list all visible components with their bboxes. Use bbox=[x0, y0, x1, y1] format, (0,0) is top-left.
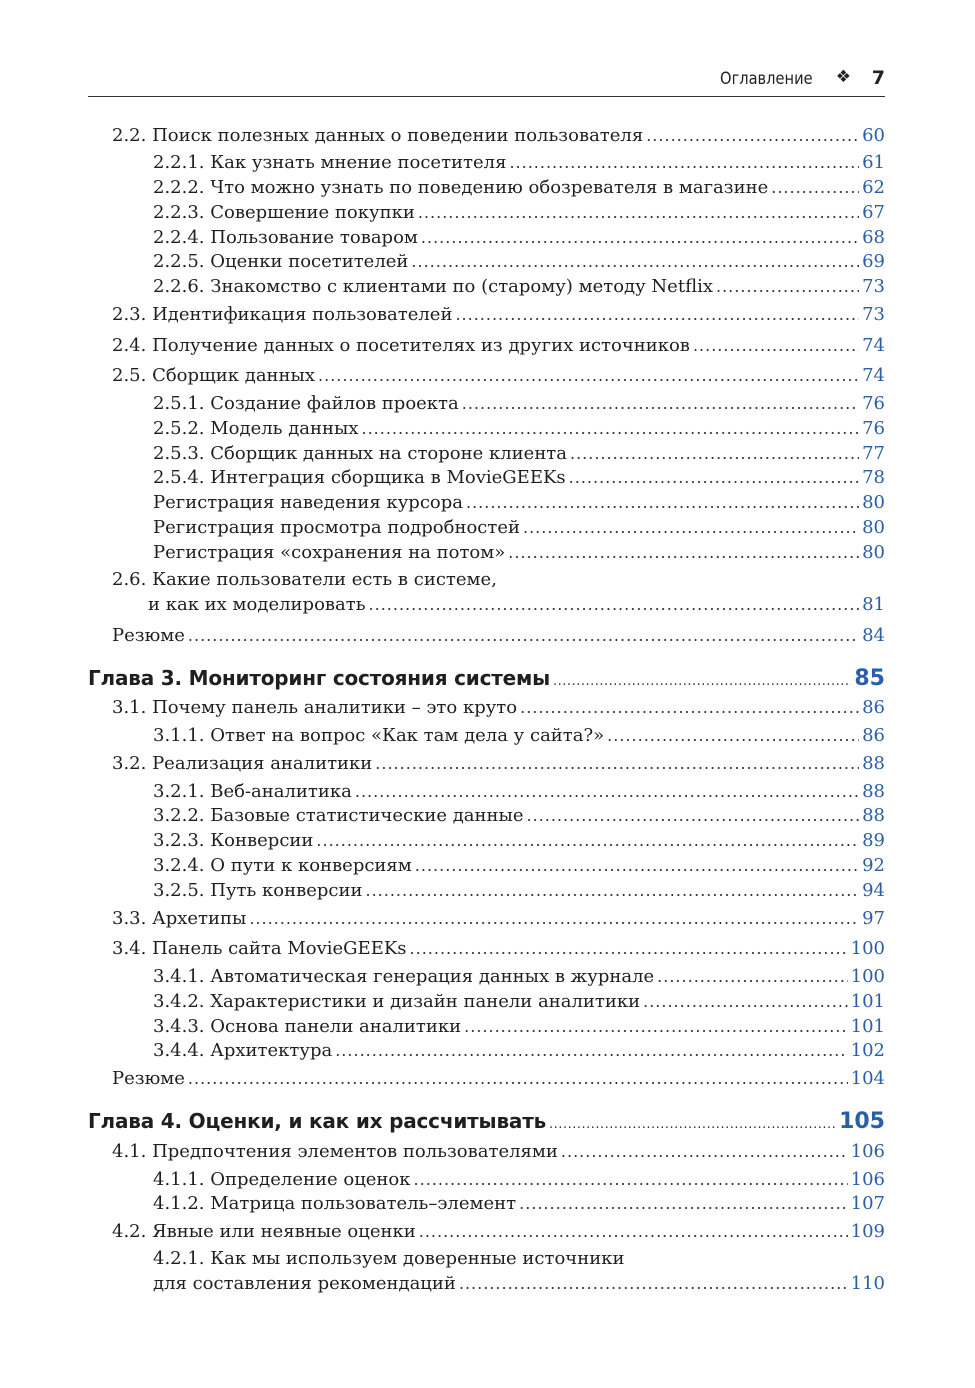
toc-chapter-title: Глава 4. Оценки, и как их рассчитывать bbox=[88, 1109, 547, 1133]
toc-entry-title: 3.2.1. Веб-аналитика bbox=[153, 781, 352, 802]
toc-entry[interactable] bbox=[112, 124, 885, 148]
toc-entry[interactable] bbox=[153, 1015, 885, 1039]
toc-entry[interactable] bbox=[112, 696, 885, 720]
toc-entry-title: 2.2.4. Пользование товаром bbox=[153, 227, 418, 248]
toc-entry-title: 2.5. Сборщик данных bbox=[112, 365, 316, 386]
toc-entry[interactable] bbox=[153, 466, 885, 490]
toc-entry-title: Регистрация просмотра подробностей bbox=[153, 517, 520, 538]
leader-dots bbox=[365, 879, 859, 903]
leader-dots bbox=[643, 990, 848, 1014]
toc-entry-title: 2.2.1. Как узнать мнение посетителя bbox=[153, 152, 507, 173]
toc-entry-page: 80 bbox=[862, 542, 885, 563]
toc-entry-page: 74 bbox=[862, 365, 885, 386]
toc-entry-title-first-line[interactable]: 2.6. Какие пользователи есть в системе, bbox=[112, 569, 497, 590]
toc-entry[interactable] bbox=[112, 1067, 885, 1091]
leader-dots bbox=[523, 516, 859, 540]
leader-dots bbox=[646, 124, 859, 148]
toc-entry-page: 88 bbox=[862, 753, 885, 774]
toc-entry-title: 3.1. Почему панель аналитики – это круто bbox=[112, 697, 518, 718]
toc-entry[interactable] bbox=[153, 392, 885, 416]
toc-entry[interactable] bbox=[153, 226, 885, 250]
running-header bbox=[88, 66, 885, 97]
toc-entry-title: 2.2.5. Оценки посетителей bbox=[153, 251, 409, 272]
toc-entry-page: 100 bbox=[850, 938, 885, 959]
toc-entry-title: для составления рекомендаций bbox=[153, 1273, 456, 1294]
toc-entry[interactable] bbox=[112, 1220, 885, 1244]
toc-entry[interactable] bbox=[148, 593, 885, 617]
leader-dots bbox=[459, 1272, 848, 1296]
toc-entry-title: 2.2.2. Что можно узнать по поведению обозревателя в магазине bbox=[153, 177, 769, 198]
toc-entry-page: 101 bbox=[850, 1016, 885, 1037]
toc-entry-title: 2.5.4. Интеграция сборщика в MovieGEEKs bbox=[153, 467, 566, 488]
toc-entry[interactable] bbox=[153, 151, 885, 175]
toc-entry[interactable] bbox=[153, 250, 885, 274]
toc-entry-page: 74 bbox=[862, 335, 885, 356]
leader-dots bbox=[411, 250, 859, 274]
toc-entry[interactable] bbox=[112, 752, 885, 776]
toc-entry-title: 3.2.2. Базовые статистические данные bbox=[153, 805, 524, 826]
leader-dots bbox=[362, 417, 860, 441]
toc-entry[interactable] bbox=[153, 780, 885, 804]
leader-dots bbox=[188, 624, 859, 648]
toc-entry-title: 2.2. Поиск полезных данных о поведении пользователя bbox=[112, 125, 644, 146]
toc-entry[interactable] bbox=[153, 201, 885, 225]
toc-entry[interactable] bbox=[153, 1039, 885, 1063]
leader-dots bbox=[693, 334, 859, 358]
toc-entry[interactable] bbox=[153, 879, 885, 903]
toc-entry[interactable] bbox=[112, 1140, 885, 1164]
toc-entry-page: 73 bbox=[862, 304, 885, 325]
leader-dots bbox=[607, 724, 859, 748]
leader-dots bbox=[553, 670, 851, 694]
toc-entry-title: 3.2.5. Путь конверсии bbox=[153, 880, 363, 901]
toc-entry[interactable] bbox=[153, 1272, 885, 1296]
toc-entry-title: 3.4.3. Основа панели аналитики bbox=[153, 1016, 462, 1037]
toc-entry-title: 4.1.1. Определение оценок bbox=[153, 1169, 411, 1190]
leader-dots bbox=[509, 151, 859, 175]
toc-entry-page: 89 bbox=[862, 830, 885, 851]
toc-entry-page: 104 bbox=[850, 1068, 885, 1089]
leader-dots bbox=[249, 907, 859, 931]
toc-entry-title: 2.3. Идентификация пользователей bbox=[112, 304, 453, 325]
toc-entry-page: 110 bbox=[850, 1273, 885, 1294]
toc-entry-title: 2.2.6. Знакомство с клиентами по (старому) методу Netflix bbox=[153, 276, 713, 297]
toc-entry-page: 76 bbox=[862, 393, 885, 414]
leader-dots bbox=[527, 804, 860, 828]
leader-dots bbox=[414, 1168, 848, 1192]
toc-entry-title: 2.5.1. Создание файлов проекта bbox=[153, 393, 459, 414]
toc-entry-page: 77 bbox=[862, 443, 885, 464]
toc-entry[interactable] bbox=[153, 1192, 885, 1216]
toc-entry-title: 2.2.3. Совершение покупки bbox=[153, 202, 415, 223]
header-page-number: 7 bbox=[871, 67, 885, 89]
toc-entry-page: 94 bbox=[862, 880, 885, 901]
toc-entry[interactable] bbox=[153, 854, 885, 878]
toc-entry[interactable] bbox=[153, 491, 885, 515]
toc-entry-title: 3.2.4. О пути к конверсиям bbox=[153, 855, 412, 876]
leader-dots bbox=[464, 1015, 848, 1039]
toc-entry[interactable] bbox=[153, 1168, 885, 1192]
leader-dots bbox=[570, 442, 859, 466]
toc-entry-title: 3.4. Панель сайта MovieGEEKs bbox=[112, 938, 407, 959]
toc-entry-page: 78 bbox=[862, 467, 885, 488]
leader-dots bbox=[549, 1113, 836, 1137]
toc-entry-title: Регистрация наведения курсора bbox=[153, 492, 463, 513]
toc-entry-title-first-line[interactable]: 4.2.1. Как мы используем доверенные источники bbox=[153, 1248, 625, 1269]
toc-entry-page: 81 bbox=[862, 594, 885, 615]
toc-entry-page: 88 bbox=[862, 781, 885, 802]
toc-entry-page: 62 bbox=[862, 177, 885, 198]
toc-entry-page: 107 bbox=[850, 1193, 885, 1214]
leader-dots bbox=[561, 1140, 848, 1164]
toc-entry[interactable] bbox=[112, 907, 885, 931]
toc-entry-title: 3.2.3. Конверсии bbox=[153, 830, 314, 851]
toc-entry-title: 3.2. Реализация аналитики bbox=[112, 753, 373, 774]
toc-entry-page: 68 bbox=[862, 227, 885, 248]
toc-entry[interactable] bbox=[153, 176, 885, 200]
leader-dots bbox=[455, 303, 859, 327]
toc-entry-page: 97 bbox=[862, 908, 885, 929]
toc-entry-page: 92 bbox=[862, 855, 885, 876]
toc-entry[interactable] bbox=[153, 829, 885, 853]
leader-dots bbox=[188, 1067, 848, 1091]
toc-entry[interactable] bbox=[153, 275, 885, 299]
toc-entry-page: 67 bbox=[862, 202, 885, 223]
leader-dots bbox=[419, 1220, 848, 1244]
leader-dots bbox=[318, 364, 859, 388]
leader-dots bbox=[375, 752, 859, 776]
toc-entry-title: Резюме bbox=[112, 1068, 185, 1089]
toc-entry[interactable] bbox=[112, 937, 885, 961]
toc-entry-title: 3.3. Архетипы bbox=[112, 908, 247, 929]
toc-entry[interactable] bbox=[112, 334, 885, 358]
toc-entry[interactable] bbox=[153, 516, 885, 540]
toc-entry-title: 3.4.4. Архитектура bbox=[153, 1040, 333, 1061]
leader-dots bbox=[421, 226, 859, 250]
toc-entry[interactable] bbox=[153, 724, 885, 748]
toc-entry-page: 109 bbox=[850, 1221, 885, 1242]
toc-entry-title: и как их моделировать bbox=[148, 594, 366, 615]
leader-dots bbox=[508, 541, 859, 565]
leader-dots bbox=[519, 1192, 848, 1216]
toc-entry[interactable] bbox=[153, 965, 885, 989]
toc-entry-page: 61 bbox=[862, 152, 885, 173]
toc-entry[interactable] bbox=[153, 990, 885, 1014]
toc-entry-title: 4.1. Предпочтения элементов пользователями bbox=[112, 1141, 558, 1162]
toc-entry-title: 2.4. Получение данных о посетителях из других источников bbox=[112, 335, 690, 356]
toc-entry-title: 4.1.2. Матрица пользователь–элемент bbox=[153, 1193, 517, 1214]
leader-dots bbox=[466, 491, 859, 515]
toc-entry[interactable] bbox=[153, 442, 885, 466]
toc-entry[interactable] bbox=[153, 804, 885, 828]
header-title: Оглавление bbox=[720, 69, 813, 89]
toc-chapter-title: Глава 3. Мониторинг состояния системы bbox=[88, 666, 551, 690]
toc-entry-title: 3.4.1. Автоматическая генерация данных в журнале bbox=[153, 966, 655, 987]
toc-entry-page: 106 bbox=[850, 1141, 885, 1162]
toc-entry-page: 86 bbox=[862, 725, 885, 746]
leader-dots bbox=[369, 593, 860, 617]
toc-entry[interactable] bbox=[112, 303, 885, 327]
toc-entry-page: 60 bbox=[862, 125, 885, 146]
toc-entry-page: 100 bbox=[850, 966, 885, 987]
toc-entry-title: 4.2. Явные или неявные оценки bbox=[112, 1221, 416, 1242]
toc-entry-page: 88 bbox=[862, 805, 885, 826]
toc-entry-title: Регистрация «сохранения на потом» bbox=[153, 542, 506, 563]
toc-entry-page: 102 bbox=[850, 1040, 885, 1061]
toc-entry-page: 101 bbox=[850, 991, 885, 1012]
leader-dots bbox=[771, 176, 859, 200]
toc-chapter-page: 105 bbox=[839, 1109, 885, 1134]
leader-dots bbox=[316, 829, 859, 853]
leader-dots bbox=[355, 780, 859, 804]
toc-chapter[interactable] bbox=[88, 1109, 885, 1137]
toc-entry[interactable] bbox=[153, 417, 885, 441]
toc-entry-page: 80 bbox=[862, 492, 885, 513]
leader-dots bbox=[716, 275, 859, 299]
leader-dots bbox=[569, 466, 859, 490]
toc-chapter-page: 85 bbox=[854, 666, 885, 691]
toc-entry-page: 84 bbox=[862, 625, 885, 646]
toc-entry-title: 2.5.2. Модель данных bbox=[153, 418, 359, 439]
leader-dots bbox=[410, 937, 848, 961]
toc-entry[interactable] bbox=[153, 541, 885, 565]
toc-entry-page: 106 bbox=[850, 1169, 885, 1190]
toc-entry-title: Резюме bbox=[112, 625, 185, 646]
leader-dots bbox=[520, 696, 859, 720]
toc-entry-title: 2.5.3. Сборщик данных на стороне клиента bbox=[153, 443, 567, 464]
toc-entry-page: 76 bbox=[862, 418, 885, 439]
toc-chapter[interactable] bbox=[88, 666, 885, 694]
toc-entry[interactable] bbox=[112, 624, 885, 648]
toc-entry-page: 86 bbox=[862, 697, 885, 718]
toc-entry-title: 3.4.2. Характеристики и дизайн панели аналитики bbox=[153, 991, 641, 1012]
toc-entry-page: 69 bbox=[862, 251, 885, 272]
toc-entry-page: 73 bbox=[862, 276, 885, 297]
toc-entry[interactable] bbox=[112, 364, 885, 388]
header-ornament-icon: ❖ bbox=[835, 67, 851, 87]
toc-entry-page: 80 bbox=[862, 517, 885, 538]
leader-dots bbox=[415, 854, 859, 878]
leader-dots bbox=[462, 392, 859, 416]
leader-dots bbox=[335, 1039, 847, 1063]
leader-dots bbox=[418, 201, 859, 225]
leader-dots bbox=[657, 965, 847, 989]
toc-entry-title: 3.1.1. Ответ на вопрос «Как там дела у сайта?» bbox=[153, 725, 605, 746]
